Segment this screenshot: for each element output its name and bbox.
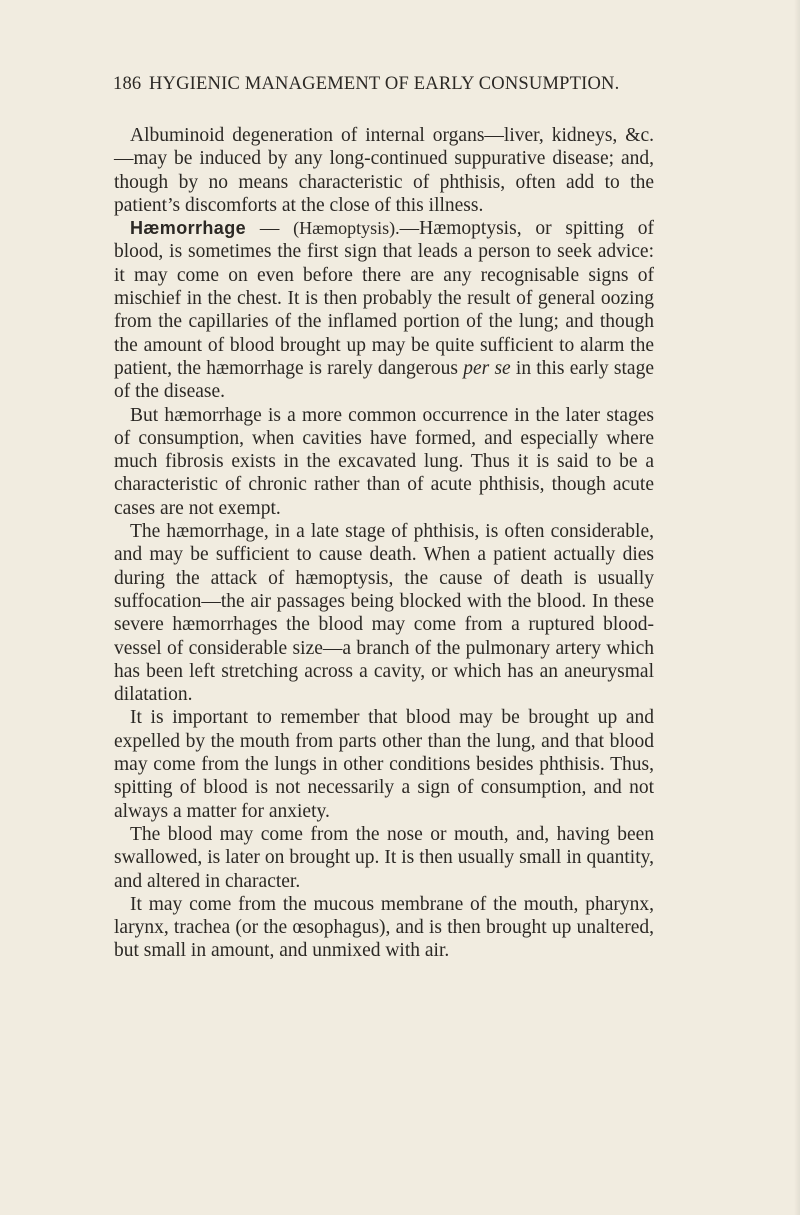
body-text xyxy=(114,124,654,963)
page-edge-shadow xyxy=(794,0,800,1215)
paragraph-late-haemorrhage: The hæmorrhage, in a late stage of phthisis, is often considerable, and may be sufficient to cause death. When a patient actually dies during the attack of hæmoptysis, the cause of death is usually suffocation—the air passages being blocked with the blood. In these severe hæmorrhages the blood may come from a ruptured blood-vessel of considerable size—a branch of the pulmonary artery which has been left stretching across a cavity, or which has an aneurysmal dilatation. xyxy=(114,521,654,706)
paragraph-mucous-membrane: It may come from the mucous membrane of the mouth, pharynx, larynx, trachea (or the œsophagus), and is then brought up unaltered, but small in amount, and unmixed with air. xyxy=(114,893,654,962)
section-heading: Hæmorrhage xyxy=(130,218,247,239)
italic-phrase: per se xyxy=(463,357,511,379)
paragraph-important: It is important to remember that blood may be brought up and expelled by the mouth from parts other than the lung, and that blood may come from the lungs in other conditions besides phthisis. Thus, spitting of blood is not necessarily a sign of consumption, and not always a matter for anxiety. xyxy=(114,707,654,822)
paragraph-later-stages: But hæmorrhage is a more common occurrence in the later stages of consumption, when cavities have formed, and especially where much fibrosis exists in the excavated lung. Thus it is said to be a characteristic of chronic rather than of acute phthisis, though acute cases are not exempt. xyxy=(114,404,654,519)
paragraph-text: in this early stage of the disease. xyxy=(114,357,654,403)
heading-dash: — xyxy=(246,218,294,240)
running-title: HYGIENIC MANAGEMENT OF EARLY CONSUMPTION. xyxy=(149,74,620,94)
running-head xyxy=(113,74,673,95)
paragraph-albuminoid: Albuminoid degeneration of internal organs—liver, kidneys, &c.—may be induced by any long-continued suppurative disease; and, though by no means characteristic of phthisis, often add to the patient’s discomforts at the close of this illness. xyxy=(114,125,654,216)
page-number: 186 xyxy=(113,74,142,94)
paragraph-text: —Hæmoptysis, or spitting of blood, is sometimes the first sign that leads a person to seek advice: it may come on even before there are any recognisable signs of mischief in the chest. It is then probably the result of general oozing from the capillaries of the inflamed portion of the lung; and though the amount of blood brought up may be quite sufficient to alarm the patient, the hæmorrhage is rarely dangerous xyxy=(114,218,654,379)
paragraph-nose-mouth: The blood may come from the nose or mouth, and, having been swallowed, is later on brought up. It is then usually small in quantity, and altered in character. xyxy=(114,823,654,892)
section-subheading: (Hæmoptysis). xyxy=(293,218,400,239)
paragraph-haemorrhage xyxy=(114,217,654,403)
